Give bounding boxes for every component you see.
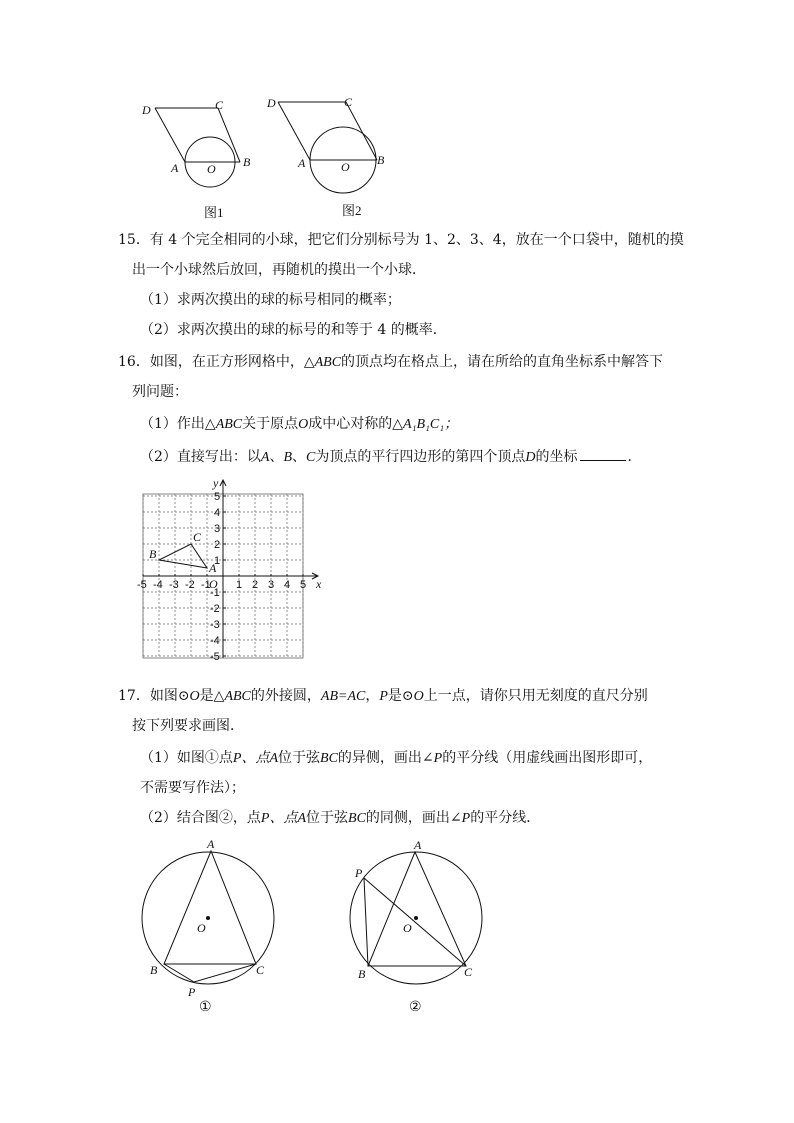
coordinate-grid [135,478,325,662]
fig14-2-label-c: C [344,95,353,109]
q15-line2: 出一个小球然后放回，再随机的摸出一个小球． [132,262,426,278]
origin-label: O [209,577,218,591]
chord-pc [364,878,466,966]
y-tick-label: -5 [210,651,220,662]
fig17-1-caption: ① [199,1000,212,1015]
triangle-abc [164,851,256,964]
point-a-label: A [209,561,217,575]
label-b: B [358,967,366,981]
point-b-label: B [149,547,157,561]
triangle-abc [159,544,207,568]
q17-part1-line1: （1）如图①点P、点A位于弦BC的异侧，画出∠P的平分线（用虚线画出图形即可， [140,750,653,766]
fig14-1-label-b: B [243,155,251,169]
fig14-1-label-c: C [215,98,224,112]
q17-line2: 按下列要求画图． [132,718,244,734]
chords-bp-pc [164,964,256,982]
triangle-abc [368,852,466,966]
figure-17-2 [344,838,490,1002]
label-c: C [464,965,473,979]
fig14-2-label-a: A [298,156,306,170]
x-tick-label: 3 [268,579,275,591]
q17-part2: （2）结合图②，点P、点A位于弦BC的同侧，画出∠P的平分线． [140,810,541,826]
x-tick-label: 5 [300,579,307,591]
y-tick-label: 3 [214,523,221,535]
label-o: O [197,921,206,935]
label-p: P [188,985,196,999]
y-tick-label: 1 [214,555,221,567]
label-a: A [207,838,215,851]
answer-blank[interactable] [580,446,626,461]
y-tick-label: -4 [210,635,220,647]
q17-line1: 17．如图⊙O是△ABC的外接圆，AB=AC，P是⊙O上一点，请你只用无刻度的直尺分别 [118,688,648,704]
y-tick-label: 2 [214,539,221,551]
fig14-1-label-o: O [207,162,216,176]
fig14-1-caption: 图1 [204,205,224,220]
x-tick-label: -3 [169,579,179,591]
q17-part1-line2: 不需要写作法）； [140,780,245,796]
figure-17-1 [136,838,286,1002]
fig14-1 [155,108,240,187]
label-o: O [403,921,412,935]
y-tick-label: -2 [210,603,220,615]
x-tick-label: -1 [201,579,211,591]
x-tick-label: 4 [284,579,291,591]
q16-part1: （1）作出△ABC关于原点O成中心对称的△A₁B₁C₁； [140,416,459,432]
fig14-2 [278,102,377,193]
label-c: C [256,963,265,977]
chord-pb [364,878,368,966]
label-p: P [355,866,363,880]
q16-line1: 16．如图，在正方形网格中，△ABC的顶点均在格点上，请在所给的直角坐标系中解答下 [118,354,664,370]
q15-line1: 15．有 4 个完全相同的小球，把它们分别标号为 1、2、3、4，放在一个口袋中，随机的摸 [118,232,684,248]
point-c-label: C [193,530,202,544]
center-dot [414,916,418,920]
y-tick-label: -3 [210,619,220,631]
y-tick-label: 4 [214,507,221,519]
fig14-2-caption: 图2 [342,203,362,218]
fig17-2-caption: ② [409,1000,422,1015]
x-tick-label: -2 [185,579,195,591]
label-a: A [414,838,422,852]
x-tick-label: -5 [137,579,147,591]
fig14-1-label-d: D [142,103,151,117]
q16-line2: 列问题： [132,384,188,400]
y-tick-label: 5 [214,491,221,503]
q15-part2: （2）求两次摸出的球的标号的和等于 4 的概率． [140,322,447,338]
center-dot [206,916,210,920]
fig14-1-label-a: A [171,161,179,175]
x-tick-label: 2 [252,579,259,591]
x-tick-label: 1 [236,579,243,591]
fig14-2-label-d: D [267,96,276,110]
x-tick-label: -4 [153,579,163,591]
y-axis-label: y [213,478,219,490]
label-b: B [150,963,158,977]
fig14-2-label-o: O [341,160,350,174]
x-axis-label: x [316,577,322,591]
q16-part2: （2）直接写出：以A、B、C为顶点的平行四边形的第四个顶点D的坐标 ． [140,446,642,468]
fig14-2-label-b: B [377,153,385,167]
y-tick-label: -1 [210,587,220,599]
q15-part1: （1）求两次摸出的球的标号相同的概率； [140,292,401,308]
